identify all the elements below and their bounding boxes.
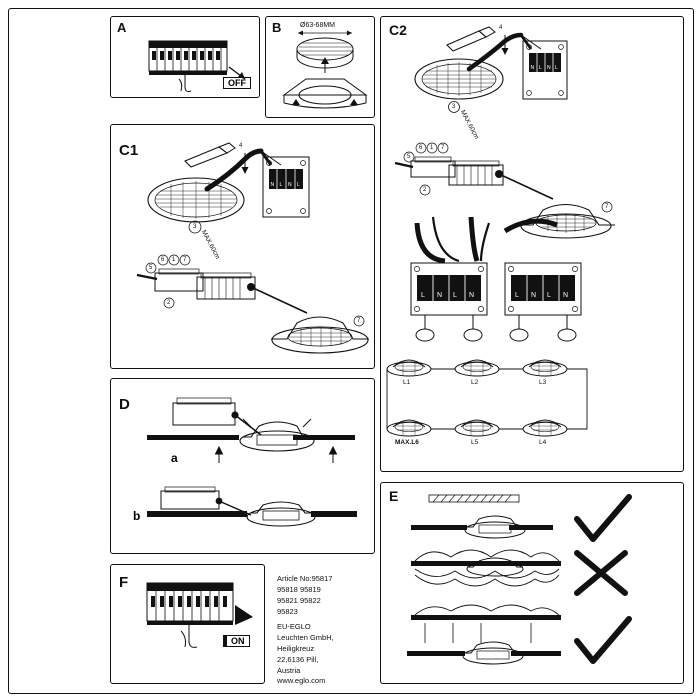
c1-callout-2: 2 bbox=[167, 300, 171, 306]
svg-text:L: L bbox=[539, 65, 542, 71]
svg-text:N: N bbox=[469, 292, 475, 299]
c2-callout-4: 4 bbox=[499, 25, 503, 31]
fixture-label-l3: L3 bbox=[539, 379, 547, 386]
company-line-5: Austria bbox=[277, 665, 301, 675]
svg-text:N: N bbox=[270, 182, 275, 188]
panel-c1-label: C1 bbox=[119, 142, 139, 159]
c1-callout-7b: 7 bbox=[357, 318, 361, 324]
panel-c2-label: C2 bbox=[389, 22, 407, 38]
svg-text:L: L bbox=[297, 182, 300, 188]
fixture-label-l2: L2 bbox=[471, 379, 479, 386]
article-info bbox=[277, 574, 377, 618]
panel-c1-max-cable: MAX.60cm bbox=[199, 229, 221, 261]
panel-e bbox=[380, 482, 684, 684]
fixture-label-max: MAX.L6 bbox=[395, 439, 419, 446]
fixture-label-l5: L5 bbox=[471, 439, 479, 446]
company-website: www.eglo.com bbox=[277, 676, 326, 686]
panel-d bbox=[110, 378, 375, 554]
company-line-2: Leuchten GmbH, bbox=[277, 632, 334, 642]
c2-callout-7b: 7 bbox=[605, 204, 609, 210]
c2-callout-2: 2 bbox=[423, 187, 427, 193]
svg-text:N: N bbox=[288, 182, 292, 188]
panel-a bbox=[110, 16, 260, 98]
svg-text:L: L bbox=[421, 292, 425, 299]
c2-callout-3: 3 bbox=[452, 104, 456, 110]
c1-callout-3: 3 bbox=[193, 224, 197, 230]
panel-c2-max-cable: MAX.60cm bbox=[458, 109, 480, 141]
panel-a-label: A bbox=[117, 20, 127, 35]
c1-callout-1: 1 bbox=[172, 257, 176, 263]
panel-b-label: B bbox=[272, 20, 282, 35]
company-info bbox=[277, 622, 377, 687]
article-line-3: 95821 95822 bbox=[277, 595, 321, 605]
c2-callout-6: 6 bbox=[419, 145, 423, 151]
svg-text:L: L bbox=[453, 292, 457, 299]
article-line-4: 95823 bbox=[277, 606, 298, 616]
panel-f-on-text: ON bbox=[231, 636, 245, 646]
panel-f-on-box bbox=[223, 635, 250, 647]
article-line-2: 95818 95819 bbox=[277, 584, 321, 594]
panel-e-label: E bbox=[389, 488, 399, 504]
panel-f bbox=[110, 564, 265, 684]
c2-callout-5: 5 bbox=[407, 154, 411, 160]
panel-a-off-box bbox=[223, 77, 251, 89]
svg-text:L: L bbox=[279, 182, 283, 188]
svg-text:N: N bbox=[563, 292, 569, 299]
svg-text:L: L bbox=[547, 292, 551, 299]
c1-callout-6: 6 bbox=[161, 257, 165, 263]
svg-text:L: L bbox=[515, 292, 519, 299]
fixture-label-l4: L4 bbox=[539, 439, 547, 446]
company-line-4: 22,6136 Pill, bbox=[277, 654, 319, 664]
panel-d-label: D bbox=[119, 396, 130, 413]
article-line-1: Article No:95817 bbox=[277, 574, 333, 583]
svg-text:N: N bbox=[437, 292, 443, 299]
c1-callout-4: 4 bbox=[239, 143, 243, 149]
svg-text:N: N bbox=[547, 65, 551, 71]
panel-b bbox=[265, 16, 375, 118]
panel-c1 bbox=[110, 124, 375, 369]
panel-c2 bbox=[380, 16, 684, 472]
c1-callout-7: 7 bbox=[183, 257, 187, 263]
panel-f-label: F bbox=[119, 574, 129, 591]
svg-text:N: N bbox=[531, 292, 537, 299]
svg-text:N: N bbox=[530, 65, 535, 71]
panel-d-step-b: b bbox=[133, 509, 141, 523]
c2-callout-1: 1 bbox=[430, 145, 434, 151]
c2-callout-7: 7 bbox=[441, 145, 445, 151]
svg-text:L: L bbox=[555, 65, 558, 71]
c1-callout-5: 5 bbox=[149, 265, 153, 271]
company-name: EU-EGLO bbox=[277, 622, 311, 631]
panel-d-step-a: a bbox=[171, 451, 178, 465]
panel-b-diameter: Ø63-68MM bbox=[300, 22, 336, 29]
panel-a-off-text: OFF bbox=[228, 78, 246, 88]
company-line-3: Heiligkreuz bbox=[277, 643, 315, 653]
fixture-label-l1: L1 bbox=[403, 379, 411, 386]
